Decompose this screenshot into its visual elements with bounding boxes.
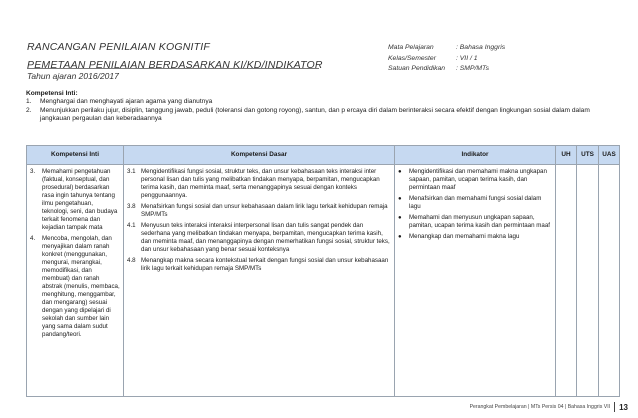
meta-row xyxy=(388,64,505,75)
meta-value: : Bahasa Inggris xyxy=(456,44,506,51)
item-number: 2. xyxy=(26,106,32,114)
meta-key: Kelas/Semester xyxy=(388,54,436,62)
item-number: 4.1 xyxy=(127,222,136,229)
cell-uts xyxy=(577,165,599,397)
bullet-icon: ● xyxy=(398,196,402,202)
meta-row xyxy=(388,43,505,54)
col-header-kompetensi-inti: Kompetensi Inti xyxy=(27,146,124,165)
page-number: 13 xyxy=(619,402,628,412)
list-item xyxy=(398,195,552,211)
item-text: Menyusun teks interaksi interaksi interpersonal lisan dan tulis sangat pendek dan sederhana yang melibatkan tindakan menyapa, berpamitan, mengucapkan terima kasih, dan meminta maaf, dan menanggapinya dengan memerhatikan fungsi sosial, struktur teks, dan unsur kebahasaan yang benar sesuai konteksnya xyxy=(141,222,390,253)
col-header-kompetensi-dasar: Kompetensi Dasar xyxy=(124,146,395,165)
item-number: 4. xyxy=(30,235,36,242)
item-number: 1. xyxy=(26,98,32,106)
col-header-uh: UH xyxy=(556,146,577,165)
cell-uas xyxy=(599,165,620,397)
item-text: Menafsirkan fungsi sosial dan unsur kebahasaan dalam lirik lagu terkait kehidupan remaja SMP/MTs xyxy=(141,203,388,218)
list-item xyxy=(398,214,552,230)
meta-value: : VII / 1 xyxy=(456,54,478,62)
item-text: Menunjukkan perilaku jujur, disiplin, tanggung jawab, peduli (toleransi dan gotong royong), santun, dan p ercaya diri dalam berinteraksi secara efektif dengan lingkungan sosial dalam dalam jangkauan pergaulan dan keberadaannya xyxy=(40,106,590,123)
header-meta xyxy=(388,43,505,75)
page-footer xyxy=(470,402,628,412)
header-title-line1: RANCANGAN PENILAIAN KOGNITIF xyxy=(27,41,210,53)
meta-key: Mata Pelajaran xyxy=(388,44,434,51)
item-text: Mengidentifikasi dan memahami makna ungkapan sapaan, pamitan, ucapan terima kasih, dan permintaan maaf xyxy=(409,168,547,191)
bullet-icon: ● xyxy=(398,169,402,175)
list-item xyxy=(30,168,120,232)
kompetensi-inti-item xyxy=(26,98,616,106)
item-number: 3.8 xyxy=(127,203,136,210)
table-header-row xyxy=(27,146,620,165)
list-item xyxy=(127,168,391,200)
list-item xyxy=(30,235,120,339)
mapping-table xyxy=(26,145,620,397)
footer-text: Perangkat Pembelajaran | MTs Persis 04 | Bahasa Inggris VII xyxy=(469,404,611,410)
cell-kompetensi-dasar xyxy=(124,165,395,397)
header-title-line2: PEMETAAN PENILAIAN BERDASARKAN KI/KD/INDIKATOR xyxy=(27,59,323,71)
item-text: Mengidentifikasi fungsi sosial, struktur teks, dan unsur kebahasaan teks interaksi inter personal lisan dan tulis yang melibatkan tindakan menyapa, berpamitan, mengucapkan terima kasih, dan meminta maaf, serta menanggapinya sesuai dengan konteks penggunaannya. xyxy=(141,168,380,199)
item-text: Memahami pengetahuan (faktual, konseptual, dan prosedural) berdasarkan rasa ingin tahunya tentang ilmu pengetahuan, teknologi, seni, dan budaya terkait fenomena dan kejadian tampak mata xyxy=(42,168,118,231)
list-item xyxy=(398,233,552,241)
item-number: 3.1 xyxy=(127,168,136,175)
col-header-uts: UTS xyxy=(577,146,599,165)
kompetensi-inti-item xyxy=(26,107,616,124)
header-divider xyxy=(27,68,319,69)
meta-key: Satuan Pendidikan xyxy=(388,65,446,72)
cell-uh xyxy=(556,165,577,397)
footer-separator xyxy=(614,402,615,412)
kompetensi-inti-title: Kompetensi Inti: xyxy=(26,90,78,97)
cell-indikator xyxy=(395,165,556,397)
bullet-icon: ● xyxy=(398,215,402,221)
col-header-uas: UAS xyxy=(599,146,620,165)
table-row xyxy=(27,165,620,397)
bullet-icon: ● xyxy=(398,234,402,240)
list-item xyxy=(398,168,552,192)
item-text: Memahami dan menyusun ungkapan sapaan, pamitan, ucapan terima kasih dan permintaan maaf xyxy=(409,214,551,229)
item-number: 4.8 xyxy=(127,257,136,264)
item-text: Menangkap makna secara kontekstual terkait dengan fungsi sosial dan unsur kebahasaan lirik lagu terkait kehidupan remaja SMP/MTs xyxy=(141,257,389,272)
list-item xyxy=(127,257,391,273)
item-text: Mencoba, mengolah, dan menyajikan dalam ranah konkret (menggunakan, mengurai, merangkai, memodifikasi, dan membuat) dan ranah abstrak (menulis, membaca, menghitung, menggambar, dan mengarang) sesuai dengan yang dipelajari di sekolah dan sumber lain yang sama dalam sudut pandang/teori. xyxy=(42,235,120,338)
list-item xyxy=(127,203,391,219)
item-text: Menafsirkan dan memahami fungsi sosial dalam lagu xyxy=(409,195,542,210)
item-text: Menghargai dan menghayati ajaran agama yang dianutnya xyxy=(40,98,213,106)
item-number: 3. xyxy=(30,168,36,175)
col-header-indikator: Indikator xyxy=(395,146,556,165)
kompetensi-inti-section xyxy=(26,90,616,124)
item-text: Menangkap dan memahami makna lagu xyxy=(409,233,520,240)
header-year: Tahun ajaran 2016/2017 xyxy=(27,71,119,81)
cell-kompetensi-inti xyxy=(27,165,124,397)
list-item xyxy=(127,222,391,254)
meta-value: : SMP/MTs xyxy=(456,65,489,72)
meta-row xyxy=(388,54,505,65)
